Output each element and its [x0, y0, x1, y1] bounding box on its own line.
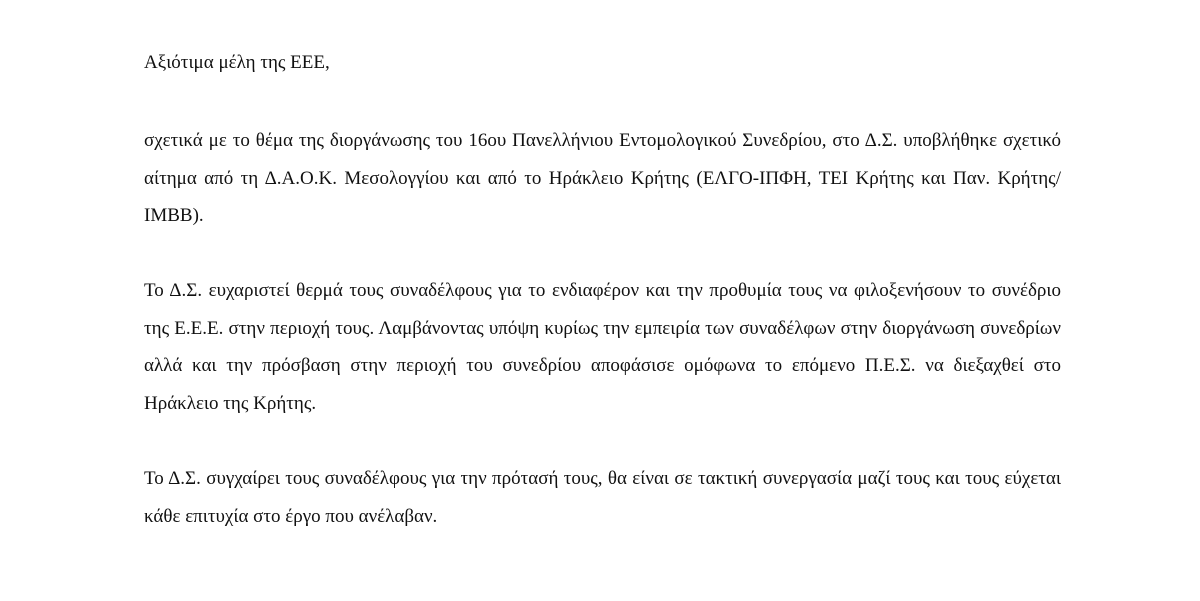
paragraph-congress-request: σχετικά με το θέμα της διοργάνωσης του 16ου Πανελλήνιου Εντομολογικού Συνεδρίου, στο Δ.Σ. υποβλήθηκε σχετικό αίτημα από τη Δ.Α.Ο.Κ. Μεσολογγίου και από το Ηράκλειο Κρήτης (ΕΛΓΟ-ΙΠΦΗ, ΤΕΙ Κρήτης και Παν. Κρήτης/ΙΜΒΒ).: [144, 130, 1061, 226]
letter-greeting: Αξιότιμα μέλη της ΕΕΕ,: [144, 52, 330, 73]
paragraph-board-decision: Το Δ.Σ. ευχαριστεί θερμά τους συναδέλφους για το ενδιαφέρον και την προθυμία τους να φιλοξενήσουν το συνέδριο της Ε.Ε.Ε. στην περιοχή τους. Λαμβάνοντας υπόψη κυρίως την εμπειρία των συναδέλφων στην διοργάνωση συνεδρίων αλλά και την πρόσβαση στην περιοχή του συνεδρίου αποφάσισε ομόφωνα το επόμενο Π.Ε.Σ. να διεξαχθεί στο Ηράκλειο της Κρήτης.: [144, 280, 1061, 414]
paragraph-congratulations: Το Δ.Σ. συγχαίρει τους συναδέλφους για την πρότασή τους, θα είναι σε τακτική συνεργασία μαζί τους και τους εύχεται κάθε επιτυχία στο έργο που ανέλαβαν.: [144, 468, 1061, 527]
